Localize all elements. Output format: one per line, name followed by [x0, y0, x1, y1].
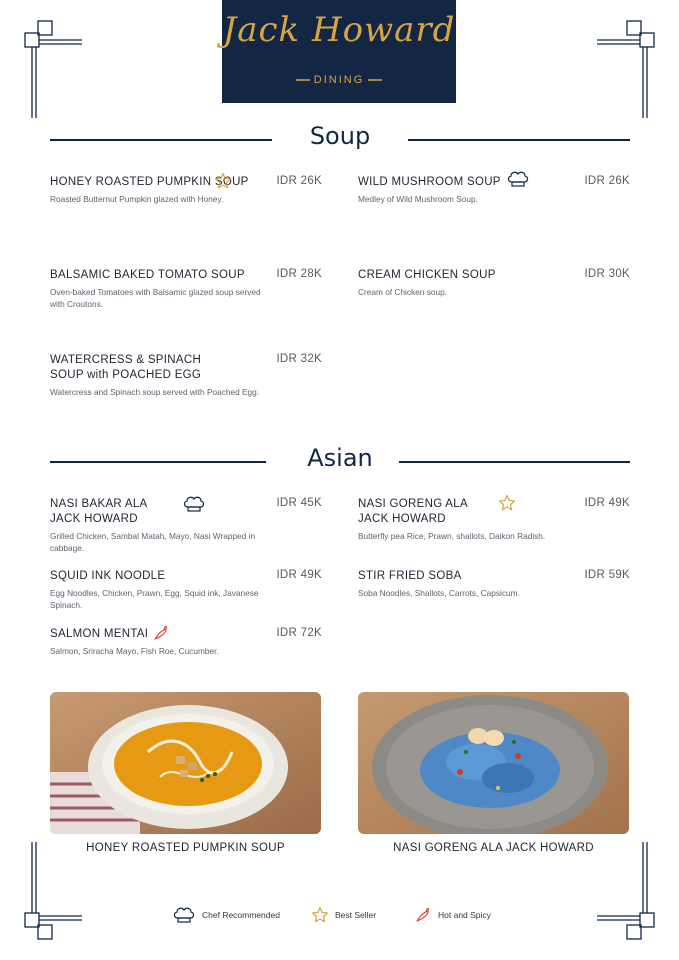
item-description: Roasted Butternut Pumpkin glazed with Honey. — [50, 194, 224, 204]
corner-ornament-top-left — [24, 20, 84, 120]
corner-ornament-bottom-right — [595, 840, 655, 940]
menu-item — [50, 627, 322, 657]
item-name: NASI BAKAR ALA JACK HOWARD — [50, 498, 147, 525]
item-name: HONEY ROASTED PUMPKIN SOUP — [50, 176, 249, 188]
item-name: SALMON MENTAI — [50, 628, 149, 640]
menu-item — [50, 353, 322, 398]
star-icon — [498, 494, 516, 512]
asian-title: Asian — [307, 444, 373, 472]
menu-item — [358, 497, 630, 542]
pumpkin-soup-photo — [50, 692, 321, 834]
menu-item — [358, 175, 630, 205]
item-price: IDR 28K — [276, 268, 322, 280]
item-description: Cream of Chicken soup. — [358, 287, 448, 297]
item-description: Soba Noodles, Shallots, Carrots, Capsicum. — [358, 588, 520, 598]
nasi-goreng-caption: NASI GORENG ALA JACK HOWARD — [393, 842, 594, 854]
chef-hat-icon — [172, 906, 196, 924]
item-description: Butterfly pea Rice, Prawn, shallots, Daikon Radish. — [358, 531, 546, 541]
chili-icon — [152, 624, 170, 642]
chili-icon — [414, 906, 432, 924]
item-description: Oven-baked Tomatoes with Balsamic glazed soup served with Croutons. — [50, 287, 261, 309]
legend-label: Best Seller — [335, 910, 377, 920]
item-name: STIR FRIED SOBA — [358, 570, 462, 582]
chef-hat-icon — [182, 495, 206, 513]
item-price: IDR 45K — [276, 497, 322, 509]
logo-rules — [222, 0, 456, 103]
item-name: NASI GORENG ALA JACK HOWARD — [358, 498, 468, 525]
item-price: IDR 49K — [276, 569, 322, 581]
item-price: IDR 72K — [276, 627, 322, 639]
brand-sub-name: DINING — [313, 74, 365, 86]
soup-title: Soup — [309, 122, 371, 150]
soup-section-heading — [50, 122, 630, 156]
legend-label: Hot and Spicy — [438, 910, 491, 920]
corner-ornament-top-right — [595, 20, 655, 120]
item-description: Grilled Chicken, Sambal Matah, Mayo, Nasi Wrapped in cabbage. — [50, 531, 256, 553]
legend-chef-recommended — [172, 905, 280, 925]
brand-logo — [222, 0, 456, 103]
item-name: SQUID INK NOODLE — [50, 570, 166, 582]
star-icon — [214, 172, 232, 190]
item-description: Medley of Wild Mushroom Soup. — [358, 194, 478, 204]
menu-item — [50, 569, 322, 611]
nasi-goreng-photo — [358, 692, 629, 834]
menu-item — [358, 569, 630, 599]
item-price: IDR 49K — [584, 497, 630, 509]
corner-ornament-bottom-left — [24, 840, 84, 940]
item-name: WATERCRESS & SPINACH SOUP with POACHED EGG — [50, 354, 202, 381]
item-description: Watercress and Spinach soup served with Poached Egg. — [50, 387, 260, 397]
item-price: IDR 26K — [584, 175, 630, 187]
legend-best-seller — [311, 905, 376, 925]
item-price: IDR 26K — [276, 175, 322, 187]
item-price: IDR 32K — [276, 353, 322, 365]
pumpkin-soup-caption: HONEY ROASTED PUMPKIN SOUP — [86, 842, 285, 854]
brand-script-name: Jack Howard — [222, 10, 456, 50]
item-name: BALSAMIC BAKED TOMATO SOUP — [50, 269, 245, 281]
item-price: IDR 59K — [584, 569, 630, 581]
item-description: Salmon, Sriracha Mayo, Fish Roe, Cucumber. — [50, 646, 219, 656]
item-name: CREAM CHICKEN SOUP — [358, 269, 496, 281]
item-description: Egg Noodles, Chicken, Prawn, Egg, Squid ink, Javanese Spinach. — [50, 588, 259, 610]
item-price: IDR 30K — [584, 268, 630, 280]
star-icon — [311, 906, 329, 924]
menu-item — [50, 268, 322, 310]
menu-item — [358, 268, 630, 298]
legend-label: Chef Recommended — [202, 910, 280, 920]
legend-hot-and-spicy — [414, 905, 491, 925]
item-name: WILD MUSHROOM SOUP — [358, 176, 501, 188]
menu-item — [50, 175, 322, 205]
chef-hat-icon — [506, 170, 530, 188]
menu-item — [50, 497, 322, 554]
asian-section-heading — [50, 444, 630, 478]
